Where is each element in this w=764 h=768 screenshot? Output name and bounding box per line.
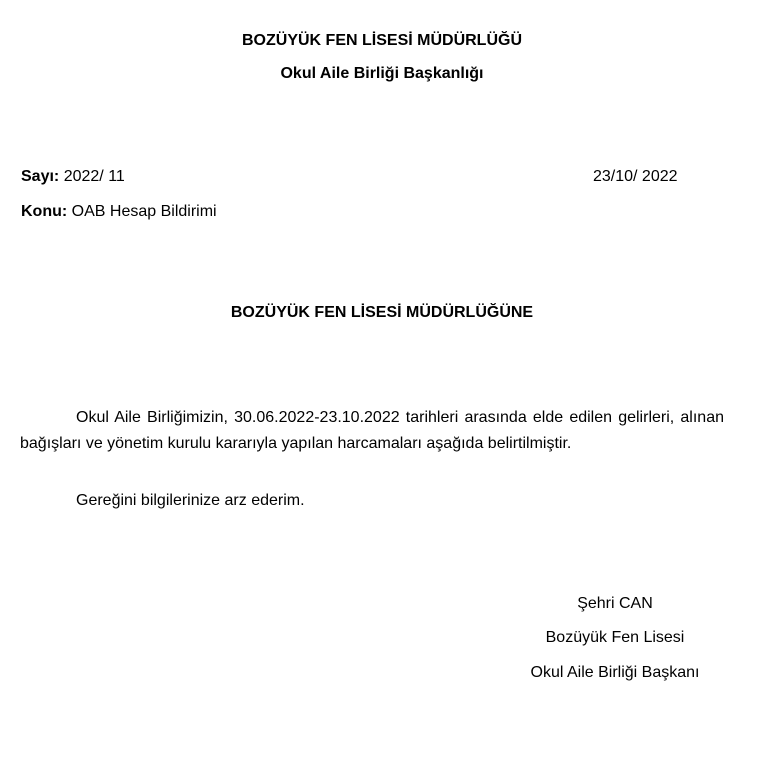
letterhead-title: BOZÜYÜK FEN LİSESİ MÜDÜRLÜĞÜ xyxy=(242,32,522,49)
closing-sentence: Gereğini bilgilerinize arz ederim. xyxy=(76,492,305,509)
reference-number-value: 2022/ 11 xyxy=(63,168,125,185)
letter-date: 23/10/ 2022 xyxy=(593,168,678,185)
reference-number-label: Sayı: xyxy=(21,168,60,185)
subject-line xyxy=(21,203,217,221)
letterhead-subtitle: Okul Aile Birliği Başkanlığı xyxy=(280,65,484,82)
subject-label: Konu: xyxy=(21,203,68,220)
signatory-name: Şehri CAN xyxy=(577,595,653,612)
body-paragraph: Okul Aile Birliğimizin, 30.06.2022-23.10.2022 tarihleri arasında elde edilen gelirleri, alınan bağışları ve yönetim kurulu kararıyla yapılan harcamaları aşağıda belirtilmiştir. xyxy=(20,409,724,452)
signatory-school: Bozüyük Fen Lisesi xyxy=(545,629,685,646)
reference-number-line xyxy=(21,168,125,186)
subject-value: OAB Hesap Bildirimi xyxy=(71,203,217,220)
addressee: BOZÜYÜK FEN LİSESİ MÜDÜRLÜĞÜNE xyxy=(230,304,534,321)
signatory-title: Okul Aile Birliği Başkanı xyxy=(530,664,700,681)
